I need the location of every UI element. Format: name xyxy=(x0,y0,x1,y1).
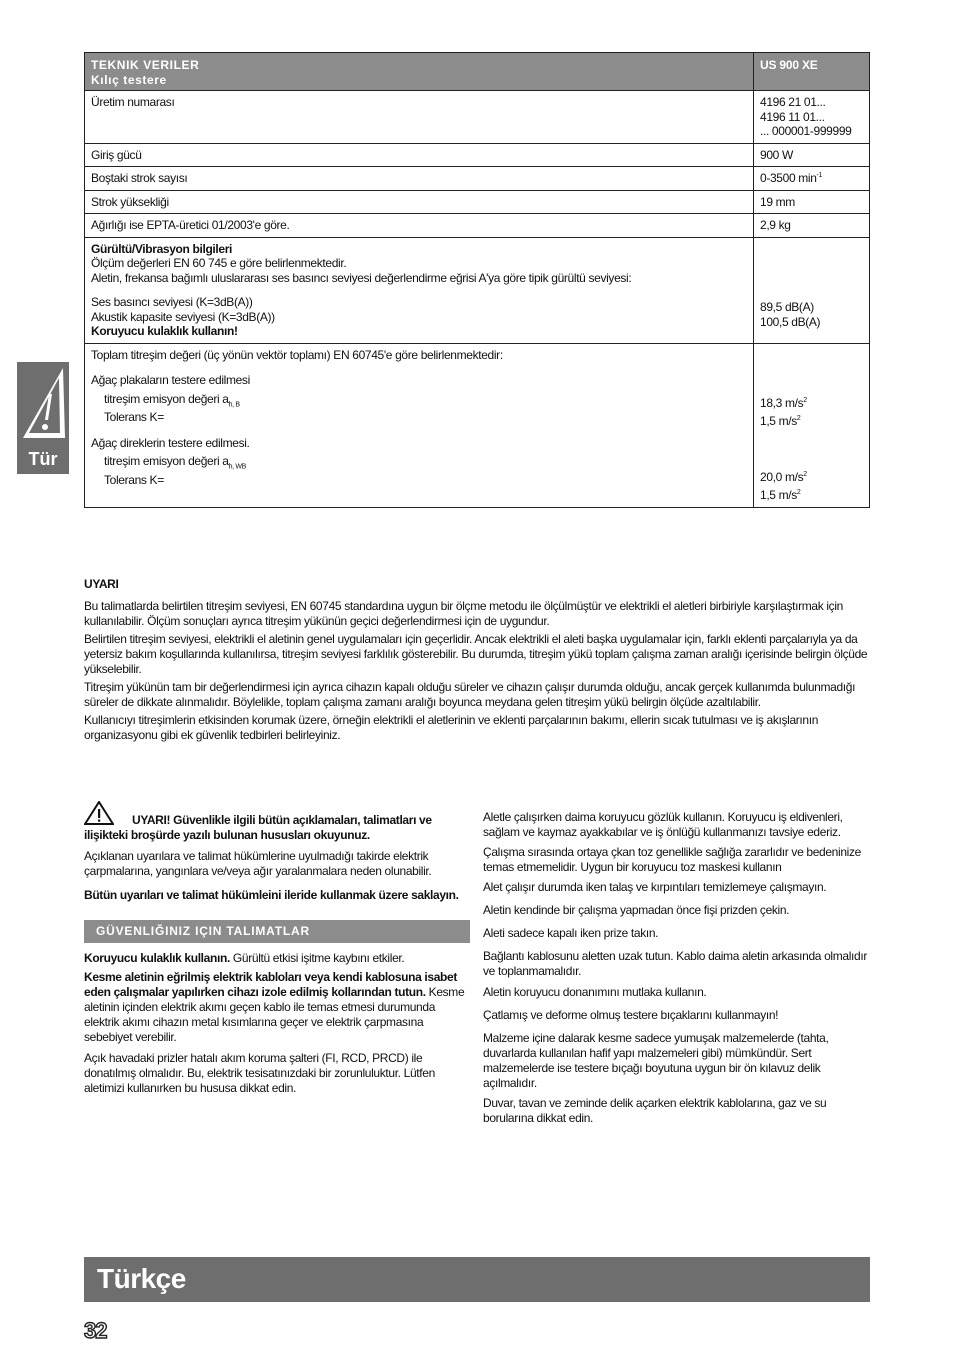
vib-emission-label: titreşim emisyon değeri a xyxy=(104,391,229,406)
vibration-cell xyxy=(85,343,754,507)
vib-boards-value: 18,3 $m/s^2$ xyxy=(760,395,807,410)
input-power-label: Giriş gücü xyxy=(85,143,754,167)
spec-header xyxy=(85,53,754,91)
table-row xyxy=(85,237,870,343)
noload-cell xyxy=(754,167,870,191)
spec-title: TEKNIK VERILER xyxy=(91,58,200,72)
vib-boards-tolerance: 1,5 $m/s^2$ xyxy=(760,414,801,428)
vib-tolerance-label: Tolerans K= xyxy=(104,472,164,487)
warning-paragraph: Bu talimatlarda belirtilen titreşim seviyesi, EN 60745 standardına uygun bir ölçme metodu ile ölçülmüştür ve elektrikli el aletleri birbiriyle karşılaştırmak için kullanılabilir. Ölçüm sonuçları ayrıca titreşim yükünün geçici değerlendirmesi için de uygundur. xyxy=(84,599,843,628)
production-value: ... 000001-999999 xyxy=(760,124,852,138)
noload-label: Boştaki strok sayısı xyxy=(85,167,754,191)
vib-beams-tolerance: 1,5 $m/s^2$ xyxy=(760,488,801,502)
ear-protection-note: Koruyucu kulaklık kullanın! xyxy=(91,324,238,338)
safety-warning-block xyxy=(84,801,472,843)
noise-cell xyxy=(85,237,754,343)
safety-paragraph: Duvar, tavan ve zeminde delik açarken elektrik kablolarına, gaz ve su borularına dikkat edin. xyxy=(483,1096,827,1125)
side-tab-label: Tür xyxy=(28,449,58,469)
spec-model: US 900 XE xyxy=(754,53,870,91)
pressure-value: 89,5 dB(A) xyxy=(760,300,814,314)
production-label: Üretim numarası xyxy=(85,91,754,144)
pressure-label: Ses basıncı seviyesi (K=3dB(A)) xyxy=(91,295,253,309)
noise-line: Aletin, frekansa bağımlı uluslararası ses basıncı seviyesi değerlendirme eğrisi A'ya göre tipik gürültü seviyesi: xyxy=(91,270,632,285)
vib-tolerance-label: Tolerans K= xyxy=(104,410,164,424)
warning-triangle-icon xyxy=(19,366,67,446)
safety-paragraph: Bağlantı kablosunu aletten uzak tutun. Kablo daima aletin arkasında olmalıdır ve toplanmamalıdır. xyxy=(483,949,867,978)
noise-title: Gürültü/Vibrasyon bilgileri xyxy=(91,241,233,256)
warning-triangle-icon xyxy=(84,801,114,825)
safety-paragraph: Alet çalışır durumda iken talaş ve kırpıntıları temizlemeye çalışmayın. xyxy=(483,880,827,894)
vib-boards-emission xyxy=(91,392,747,407)
keep-instructions-note: Bütün uyarıları ve talimat hükümleini ileride kullanmak üzere saklayın. xyxy=(84,888,459,902)
language-side-tab xyxy=(17,362,69,474)
weight-label: Ağırlığı ise EPTA-üretici 01/2003'e göre. xyxy=(85,214,754,238)
vib-beams-subscript: h, WB xyxy=(228,463,246,471)
stroke-label: Strok yüksekliği xyxy=(85,190,754,214)
table-row xyxy=(85,143,870,167)
vibration-values xyxy=(754,343,870,507)
spec-header-row xyxy=(85,53,870,91)
production-value: 4196 11 01... xyxy=(760,109,825,124)
left-column xyxy=(84,801,472,1096)
vib-beams-emission xyxy=(91,454,747,469)
non-compliance-text: Açıklanan uyarılara ve talimat hükümlerine uyulmadığı takirde elektrik çarpmalarına, yangınlara ve/veya ağır yaralanmalara neden olunabilir. xyxy=(84,849,432,878)
safety-paragraph: Aletin koruyucu donanımını mutlaka kullanın. xyxy=(483,985,707,999)
vib-boards-title: Ağaç plakaların testere edilmesi xyxy=(91,373,250,387)
table-row xyxy=(85,167,870,191)
warning-paragraph: Belirtilen titreşim seviyesi, elektrikli el aletinin genel uygulamaları için geçerlidir. Ancak elektrikli el aleti başka uygulamalar için, farklı eklenti parçalarıyla ya da yetersiz bakım koşullarında kullanılırsa, titreşim seviyesi farklılık gösterebilir. Bu durumda, titreşim yükü toplam çalışma zaman aralığı içerisinde belirgin ölçüde yükselebilir. xyxy=(84,632,868,676)
spec-table xyxy=(84,52,870,508)
cable-paragraph: Kesme aletinin eğrilmiş elektrik kabloları veya kendi kablosuna isabet eden çalışmalar yapılırken cihazı izole edilmiş kollarından tutun. Kesme aletinin içinden elektrik akımı geçen kablo ile temas etmesi durumunda elektrik akımı cihazın metal kısımlarına geçer ve elektrik çarpmasına sebebiyet verebilir. xyxy=(84,970,465,1044)
noload-exponent: -1 xyxy=(816,172,823,179)
production-values xyxy=(754,91,870,144)
power-label: Akustik kapasite seviyesi (K=3dB(A)) xyxy=(91,309,275,324)
vib-emission-label: titreşim emisyon değeri a xyxy=(104,454,229,468)
stroke-value: 19 mm xyxy=(754,190,870,214)
warning-paragraph: Kullanıcıyı titreşimlerin etkisinden korumak üzere, örneğin elektrikli el aletlerinin ve eklenti parçalarının bakımı, ellerin sıcak tutulması ve iş akışlarının organizasyonu gibi ek güvenlik tedbirleri belirleyiniz. xyxy=(84,713,819,742)
language-footer-bar xyxy=(84,1257,870,1302)
production-value: 4196 21 01... xyxy=(760,95,826,109)
outdoor-socket-paragraph: Açık havadaki prizler hatalı akım koruma şalteri (FI, RCD, PRCD) ile donatılmış olmalıdır. Bu, elektrik tesisatınızdaki bir zorunluluktur. Lütfen aletimizi kullanırken bu hususa dikkat edin. xyxy=(84,1051,435,1095)
input-power-value: 900 W xyxy=(754,143,870,167)
safety-paragraph: Aletle çalışırken daima koruyucu gözlük kullanın. Koruyucu iş eldivenleri, sağlam ve kaymaz ayakkabılar ve iş önlüğü kullanmanızı tavsiye ederiz. xyxy=(483,810,843,839)
table-row xyxy=(85,190,870,214)
vib-beams-title: Ağaç direklerin testere edilmesi. xyxy=(91,435,250,450)
ear-protection-paragraph: Koruyucu kulaklık kullanın. Gürültü etkisi işitme kaybını etkiler. xyxy=(84,951,405,965)
table-row xyxy=(85,91,870,144)
table-row xyxy=(85,214,870,238)
page-number: 32 xyxy=(84,1318,107,1343)
vibration-warning-section xyxy=(84,577,872,743)
table-row xyxy=(85,343,870,507)
noise-values xyxy=(754,237,870,343)
weight-value: 2,9 kg xyxy=(754,214,870,238)
safety-paragraph: Aletin kendinde bir çalışma yapmadan önce fişi prizden çekin. xyxy=(483,903,790,917)
warning-heading: UYARI xyxy=(84,577,119,591)
right-column xyxy=(483,810,873,1126)
footer-language-title: Türkçe xyxy=(97,1263,186,1294)
warning-paragraph: Titreşim yükünün tam bir değerlendirmesi için ayrıca cihazın kapalı olduğu süreler ve cihazın çalışır durumda olduğu, ancak gerçek kullanımda bulunmadığı süreler de dikkate alınmalıdır. Böylelikle, toplam çalışma zamanı aralığı boyunca meydana gelen titreşim yükü belirgin ölçüde azaltılabilir. xyxy=(84,680,856,709)
section-header-safety: GÜVENLIĞINIZ IÇIN TALIMATLAR xyxy=(84,920,470,943)
safety-paragraph: Malzeme içine dalarak kesme sadece yumuşak malzemelerde (tahta, duvarlarda kullanılan hafif yapı malzemeleri gibi) mümkündür. Sert malzemelerde ise testere bıçağı boyutuna uygun bir ön kılavuz delik açılmalıdır. xyxy=(483,1031,829,1090)
noload-value: 0-3500 min xyxy=(760,171,817,185)
spec-subtitle: Kılıç testere xyxy=(91,72,167,87)
safety-paragraph: Çalışma sırasında ortaya çkan toz genellikle sağlığa zararlıdır ve bedeninize temas etmemelidir. Uygun bir koruyucu toz maskesi kullanın xyxy=(483,845,861,874)
safety-warning-text: UYARI! Güvenlikle ilgili bütün açıklamaları, talimatları ve ilişikteki broşürde yazılı bulunan hususları okuyunuz. xyxy=(84,813,432,842)
power-value: 100,5 dB(A) xyxy=(760,314,821,329)
safety-paragraph: Çatlamış ve deforme olmuş testere bıçaklarını kullanmayın! xyxy=(483,1008,779,1022)
safety-paragraph: Aleti sadece kapalı iken prize takın. xyxy=(483,926,659,940)
vib-intro: Toplam titreşim değeri (üç yönün vektör toplamı) EN 60745'e göre belirlenmektedir: xyxy=(91,347,503,362)
vib-beams-value: 20,0 $m/s^2$ xyxy=(760,469,807,484)
noise-line: Ölçüm değerleri EN 60 745 e göre belirlenmektedir. xyxy=(91,256,347,270)
vib-boards-subscript: h, B xyxy=(228,400,240,408)
